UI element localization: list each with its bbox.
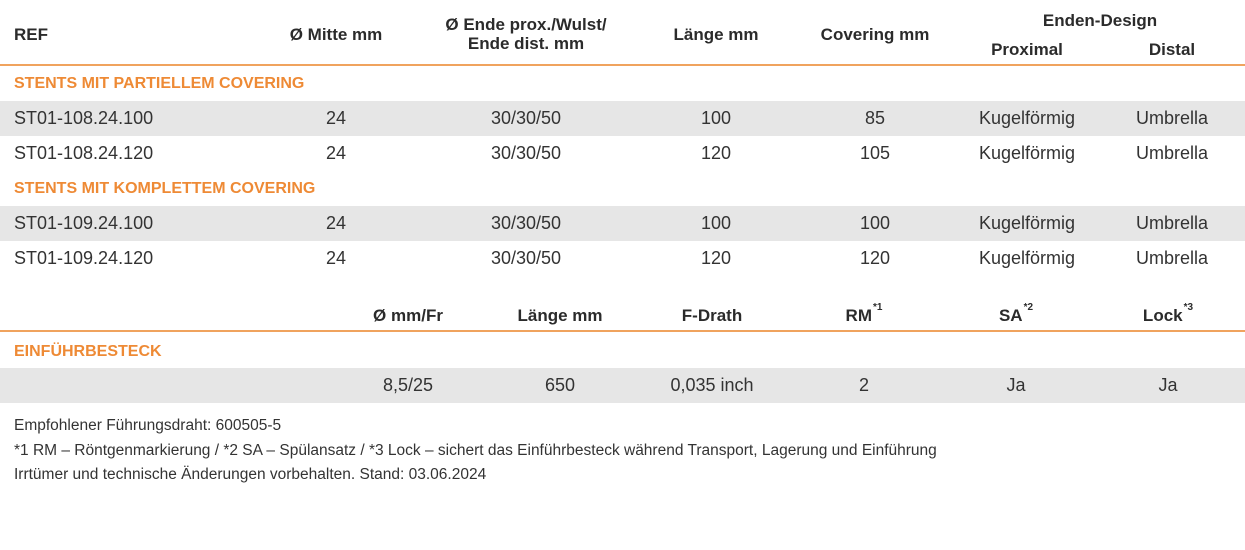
header-distal: Distal (1148, 40, 1196, 59)
delivery-table-header (0, 300, 1245, 330)
cell-lock: Ja (1158, 375, 1178, 395)
header-sa (998, 302, 1034, 326)
cell-distal: Umbrella (1135, 143, 1209, 163)
cell-ref: ST01-108.24.120 (14, 143, 154, 163)
cell-mid: 24 (325, 108, 347, 128)
cell-sa: Ja (1006, 375, 1026, 395)
cell-proximal: Kugelförmig (978, 248, 1076, 268)
header-diameter-mid: Ø Mitte mm (289, 25, 383, 44)
header-covering: Covering mm (820, 25, 930, 44)
cell-mid: 24 (325, 213, 347, 233)
cell-ref: ST01-108.24.100 (14, 108, 154, 128)
cell-diameter-fr: 8,5/25 (382, 375, 434, 395)
cell-ends: 30/30/50 (490, 108, 562, 128)
cell-covering: 120 (859, 248, 891, 268)
header-ref: REF (14, 25, 48, 44)
header-rm-label: RM (845, 306, 872, 325)
cell-length: 100 (700, 213, 732, 233)
cell-covering: 85 (864, 108, 886, 128)
header-diameter-ends-line2: Ende dist. mm (467, 34, 585, 53)
header-diameter-ends-line1: Ø Ende prox./Wulst/ (445, 15, 607, 34)
header-ends-design: Enden-Design (1042, 11, 1158, 30)
cell-ends: 30/30/50 (490, 213, 562, 233)
cell-wire: 0,035 inch (670, 375, 754, 395)
section-title-complete (0, 171, 1245, 206)
cell-covering: 105 (859, 143, 891, 163)
cell-distal: Umbrella (1135, 213, 1209, 233)
cell-mid: 24 (325, 248, 347, 268)
table-row (0, 368, 1245, 403)
table-row (0, 206, 1245, 241)
cell-ref: ST01-109.24.120 (14, 248, 154, 268)
section-title-text: STENTS MIT KOMPLETTEM COVERING (14, 180, 316, 197)
header-rm-footnote: *1 (873, 302, 883, 313)
header-rm (845, 302, 883, 326)
section-title-text: EINFÜHRBESTECK (14, 343, 162, 360)
header-wire: F-Drath (681, 306, 743, 325)
header-lock (1142, 302, 1194, 326)
table-row (0, 241, 1245, 276)
cell-distal: Umbrella (1135, 108, 1209, 128)
header-sa-label: SA (998, 306, 1023, 325)
delivery-header-divider (0, 330, 1245, 332)
table-row (0, 136, 1245, 171)
cell-covering: 100 (859, 213, 891, 233)
section-title-text: STENTS MIT PARTIELLEM COVERING (14, 75, 305, 92)
note-disclaimer: Irrtümer und technische Änderungen vorbehalten. Stand: 03.06.2024 (14, 466, 487, 483)
cell-proximal: Kugelförmig (978, 108, 1076, 128)
header-delivery-length: Länge mm (517, 306, 603, 325)
cell-proximal: Kugelförmig (978, 143, 1076, 163)
header-diameter-fr: Ø mm/Fr (373, 306, 443, 325)
header-lock-label: Lock (1142, 306, 1183, 325)
note-guidewire: Empfohlener Führungsdraht: 600505-5 (14, 417, 282, 434)
cell-length: 120 (700, 143, 732, 163)
cell-distal: Umbrella (1135, 248, 1209, 268)
table-row (0, 101, 1245, 136)
section-title-partial (0, 66, 1245, 101)
header-proximal: Proximal (991, 40, 1063, 59)
cell-length: 120 (700, 248, 732, 268)
cell-ref: ST01-109.24.100 (14, 213, 154, 233)
cell-mid: 24 (325, 143, 347, 163)
header-lock-footnote: *3 (1183, 302, 1194, 313)
stent-table-header (0, 0, 1245, 64)
header-length: Länge mm (673, 25, 759, 44)
footnotes (14, 414, 937, 488)
cell-ends: 30/30/50 (490, 248, 562, 268)
cell-delivery-length: 650 (544, 375, 576, 395)
note-abbreviations: *1 RM – Röntgenmarkierung / *2 SA – Spülansatz / *3 Lock – sichert das Einführbesteck während Transport, Lagerung und Einführung (14, 441, 937, 459)
cell-ends: 30/30/50 (490, 143, 562, 163)
cell-rm: 2 (858, 375, 870, 395)
cell-length: 100 (700, 108, 732, 128)
cell-proximal: Kugelförmig (978, 213, 1076, 233)
section-title-delivery (0, 334, 1245, 369)
header-sa-footnote: *2 (1023, 302, 1034, 313)
header-diameter-ends (445, 15, 606, 53)
